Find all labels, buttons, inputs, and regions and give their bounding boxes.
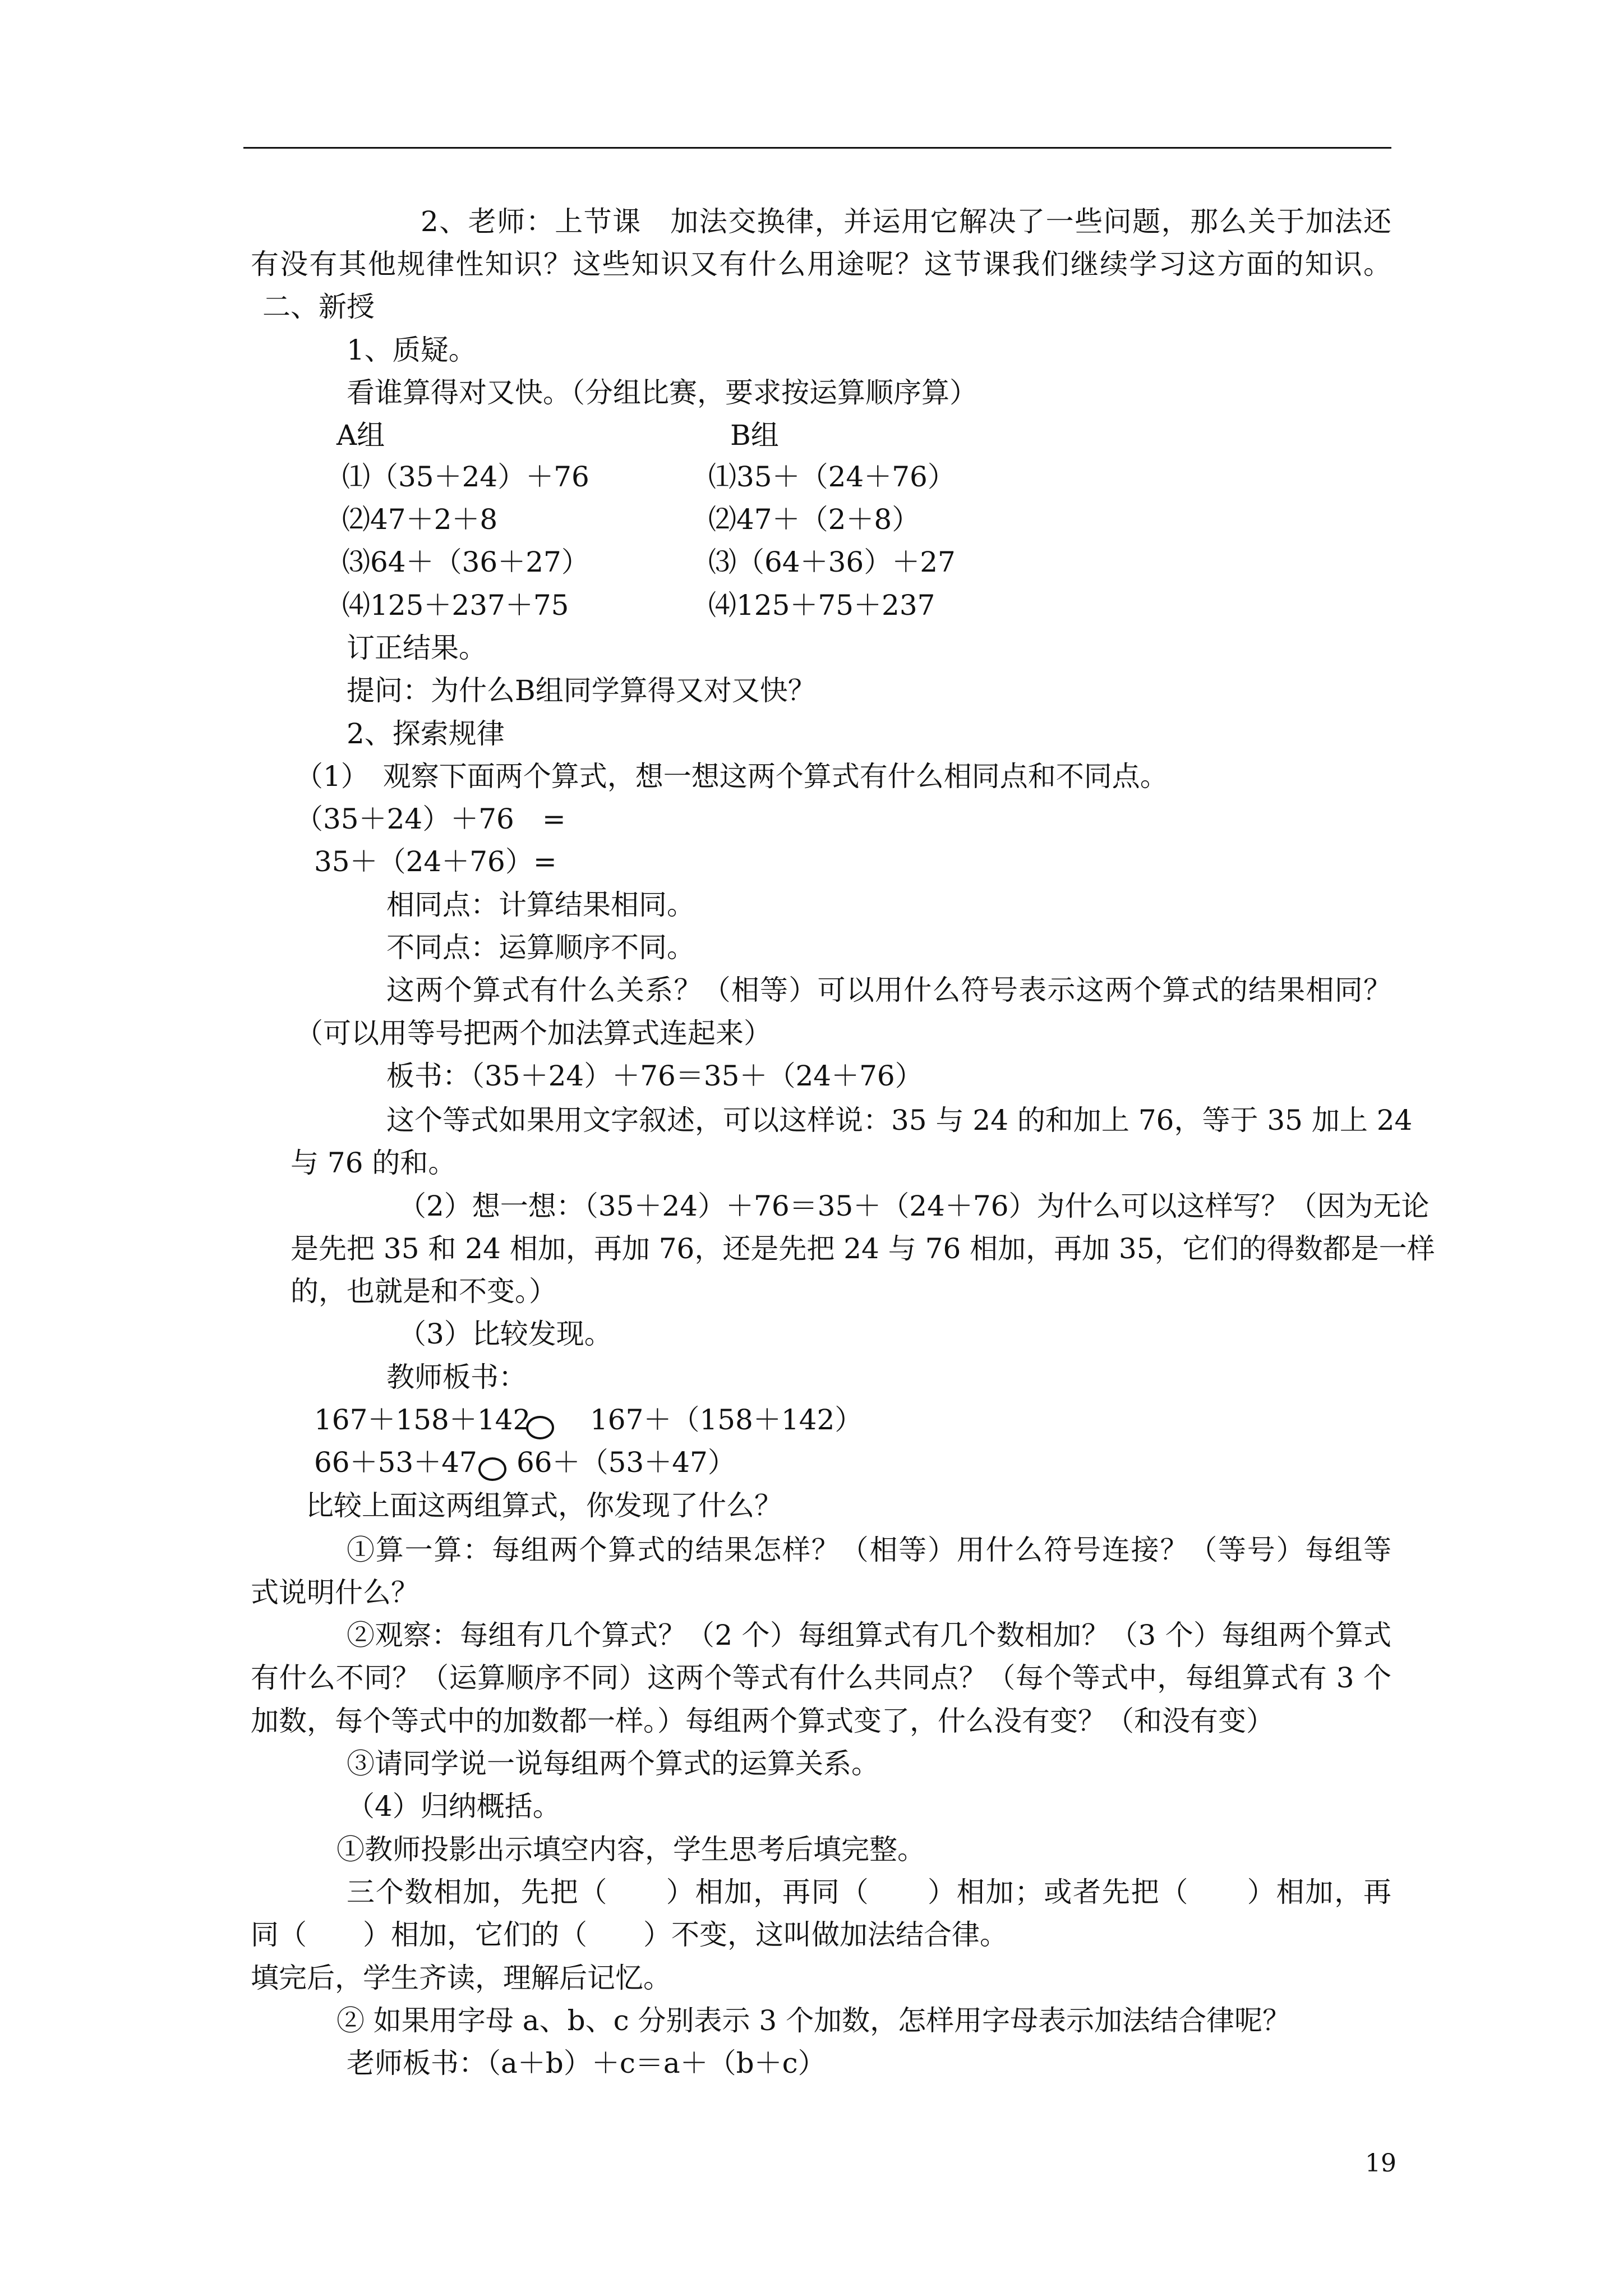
group-a-label: A组 xyxy=(336,419,385,452)
step4-fill-line: 三个数相加，先把（ ）相加，再同（ ）相加；或者先把（ ）相加，再 xyxy=(347,1876,1391,1908)
step3-calc-line: 式说明什么？ xyxy=(251,1576,419,1609)
doubt-question: 提问：为什么B组同学算得又对又快？ xyxy=(347,674,816,707)
group-b-label: B组 xyxy=(730,419,779,452)
compare-blank-circle xyxy=(478,1457,506,1481)
step1-expression-2: 35＋（24＋76）= xyxy=(314,845,557,878)
step1-relation-line: （可以用等号把两个加法算式连起来） xyxy=(295,1017,772,1050)
step1-relation-line: 这两个算式有什么关系？（相等）可以用什么符号表示这两个算式的结果相同？ xyxy=(386,974,1391,1006)
page-number: 19 xyxy=(1365,2149,1396,2178)
step3-relation: ③请同学说一说每组两个算式的运算关系。 xyxy=(347,1747,879,1780)
group-b-item: ⑴35＋（24＋76） xyxy=(708,461,956,493)
group-b-item: ⑵47＋（2＋8） xyxy=(708,503,920,536)
step1-diff-point: 不同点：运算顺序不同。 xyxy=(386,931,695,964)
group-a-item: ⑵47＋2＋8 xyxy=(342,503,498,536)
intro-line-2: 有没有其他规律性知识？这些知识又有什么用途呢？这节课我们继续学习这方面的知识。 xyxy=(251,248,1391,280)
intro-line-1: 2、老师：上节课 加法交换律，并运用它解决了一些问题，那么关于加法还 xyxy=(421,205,1391,238)
step4-projection: ①教师投影出示填空内容，学生思考后填完整。 xyxy=(336,1833,925,1866)
step4-after: 填完后，学生齐读，理解后记忆。 xyxy=(251,1962,671,1994)
step3-question: 比较上面这两组算式，你发现了什么？ xyxy=(306,1489,782,1522)
section-heading: 二、新授 xyxy=(262,291,375,323)
doubt-correction: 订正结果。 xyxy=(347,632,487,664)
step3-observe-line: 加数，每个等式中的加数都一样。）每组两个算式变了，什么没有变？（和没有变） xyxy=(251,1705,1274,1737)
step3-title: （3）比较发现。 xyxy=(398,1318,612,1350)
compare-left-expression: 167＋158＋142 xyxy=(314,1404,531,1436)
step1-same-point: 相同点：计算结果相同。 xyxy=(386,889,695,921)
step1-prompt: （1） 观察下面两个算式，想一想这两个算式有什么相同点和不同点。 xyxy=(295,760,1168,793)
step4-board: 老师板书：（a＋b）＋c＝a＋（b＋c） xyxy=(347,2047,826,2079)
explore-title: 2、探索规律 xyxy=(347,717,505,750)
compare-right-expression: 167＋（158＋142） xyxy=(590,1404,863,1436)
group-b-item: ⑶（64＋36）＋27 xyxy=(708,546,956,578)
header-rule xyxy=(243,147,1391,149)
group-b-item: ⑷125＋75＋237 xyxy=(708,589,935,622)
step1-expression-1: （35＋24）＋76 = xyxy=(295,803,566,835)
step3-calc-line: ①算一算：每组两个算式的结果怎样？（相等）用什么符号连接？（等号）每组等 xyxy=(347,1534,1391,1566)
compare-right-expression: 66＋（53＋47） xyxy=(517,1446,736,1479)
step4-letters-question: ② 如果用字母 a、b、c 分别表示 3 个加数，怎样用字母表示加法结合律呢？ xyxy=(336,2004,1291,2037)
step3-observe-line: 有什么不同？（运算顺序不同）这两个等式有什么共同点？（每个等式中，每组算式有 3 个 xyxy=(251,1662,1391,1694)
step1-wording-line: 这个等式如果用文字叙述，可以这样说：35 与 24 的和加上 76，等于 35 加上 24 xyxy=(386,1104,1413,1137)
step2-line: 是先把 35 和 24 相加，再加 76，还是先把 24 与 76 相加，再加 35，它们的得数都是一样 xyxy=(291,1232,1435,1265)
step4-title: （4）归纳概括。 xyxy=(347,1790,561,1823)
doubt-instruction: 看谁算得对又快。（分组比赛，要求按运算顺序算） xyxy=(347,376,978,409)
step1-wording-line: 与 76 的和。 xyxy=(291,1147,457,1179)
step4-fill-line: 同（ ）相加，它们的（ ）不变，这叫做加法结合律。 xyxy=(251,1918,1008,1951)
group-a-item: ⑷125＋237＋75 xyxy=(342,589,569,622)
step3-observe-line: ②观察：每组有几个算式？（2 个）每组算式有几个数相加？（3 个）每组两个算式 xyxy=(347,1619,1391,1651)
group-a-item: ⑴（35＋24）＋76 xyxy=(342,461,589,493)
compare-left-expression: 66＋53＋47 xyxy=(314,1446,477,1479)
compare-blank-circle xyxy=(526,1416,554,1439)
step2-line: 的，也就是和不变。） xyxy=(291,1275,557,1308)
group-a-item: ⑶64＋（36＋27） xyxy=(342,546,589,578)
step1-board: 板书：（35＋24）＋76＝35＋（24＋76） xyxy=(386,1060,923,1092)
doubt-title: 1、质疑。 xyxy=(347,334,477,366)
step3-board-label: 教师板书： xyxy=(386,1361,527,1393)
step2-line: （2）想一想：（35＋24）＋76＝35＋（24＋76）为什么可以这样写？（因为无论 xyxy=(398,1190,1430,1222)
